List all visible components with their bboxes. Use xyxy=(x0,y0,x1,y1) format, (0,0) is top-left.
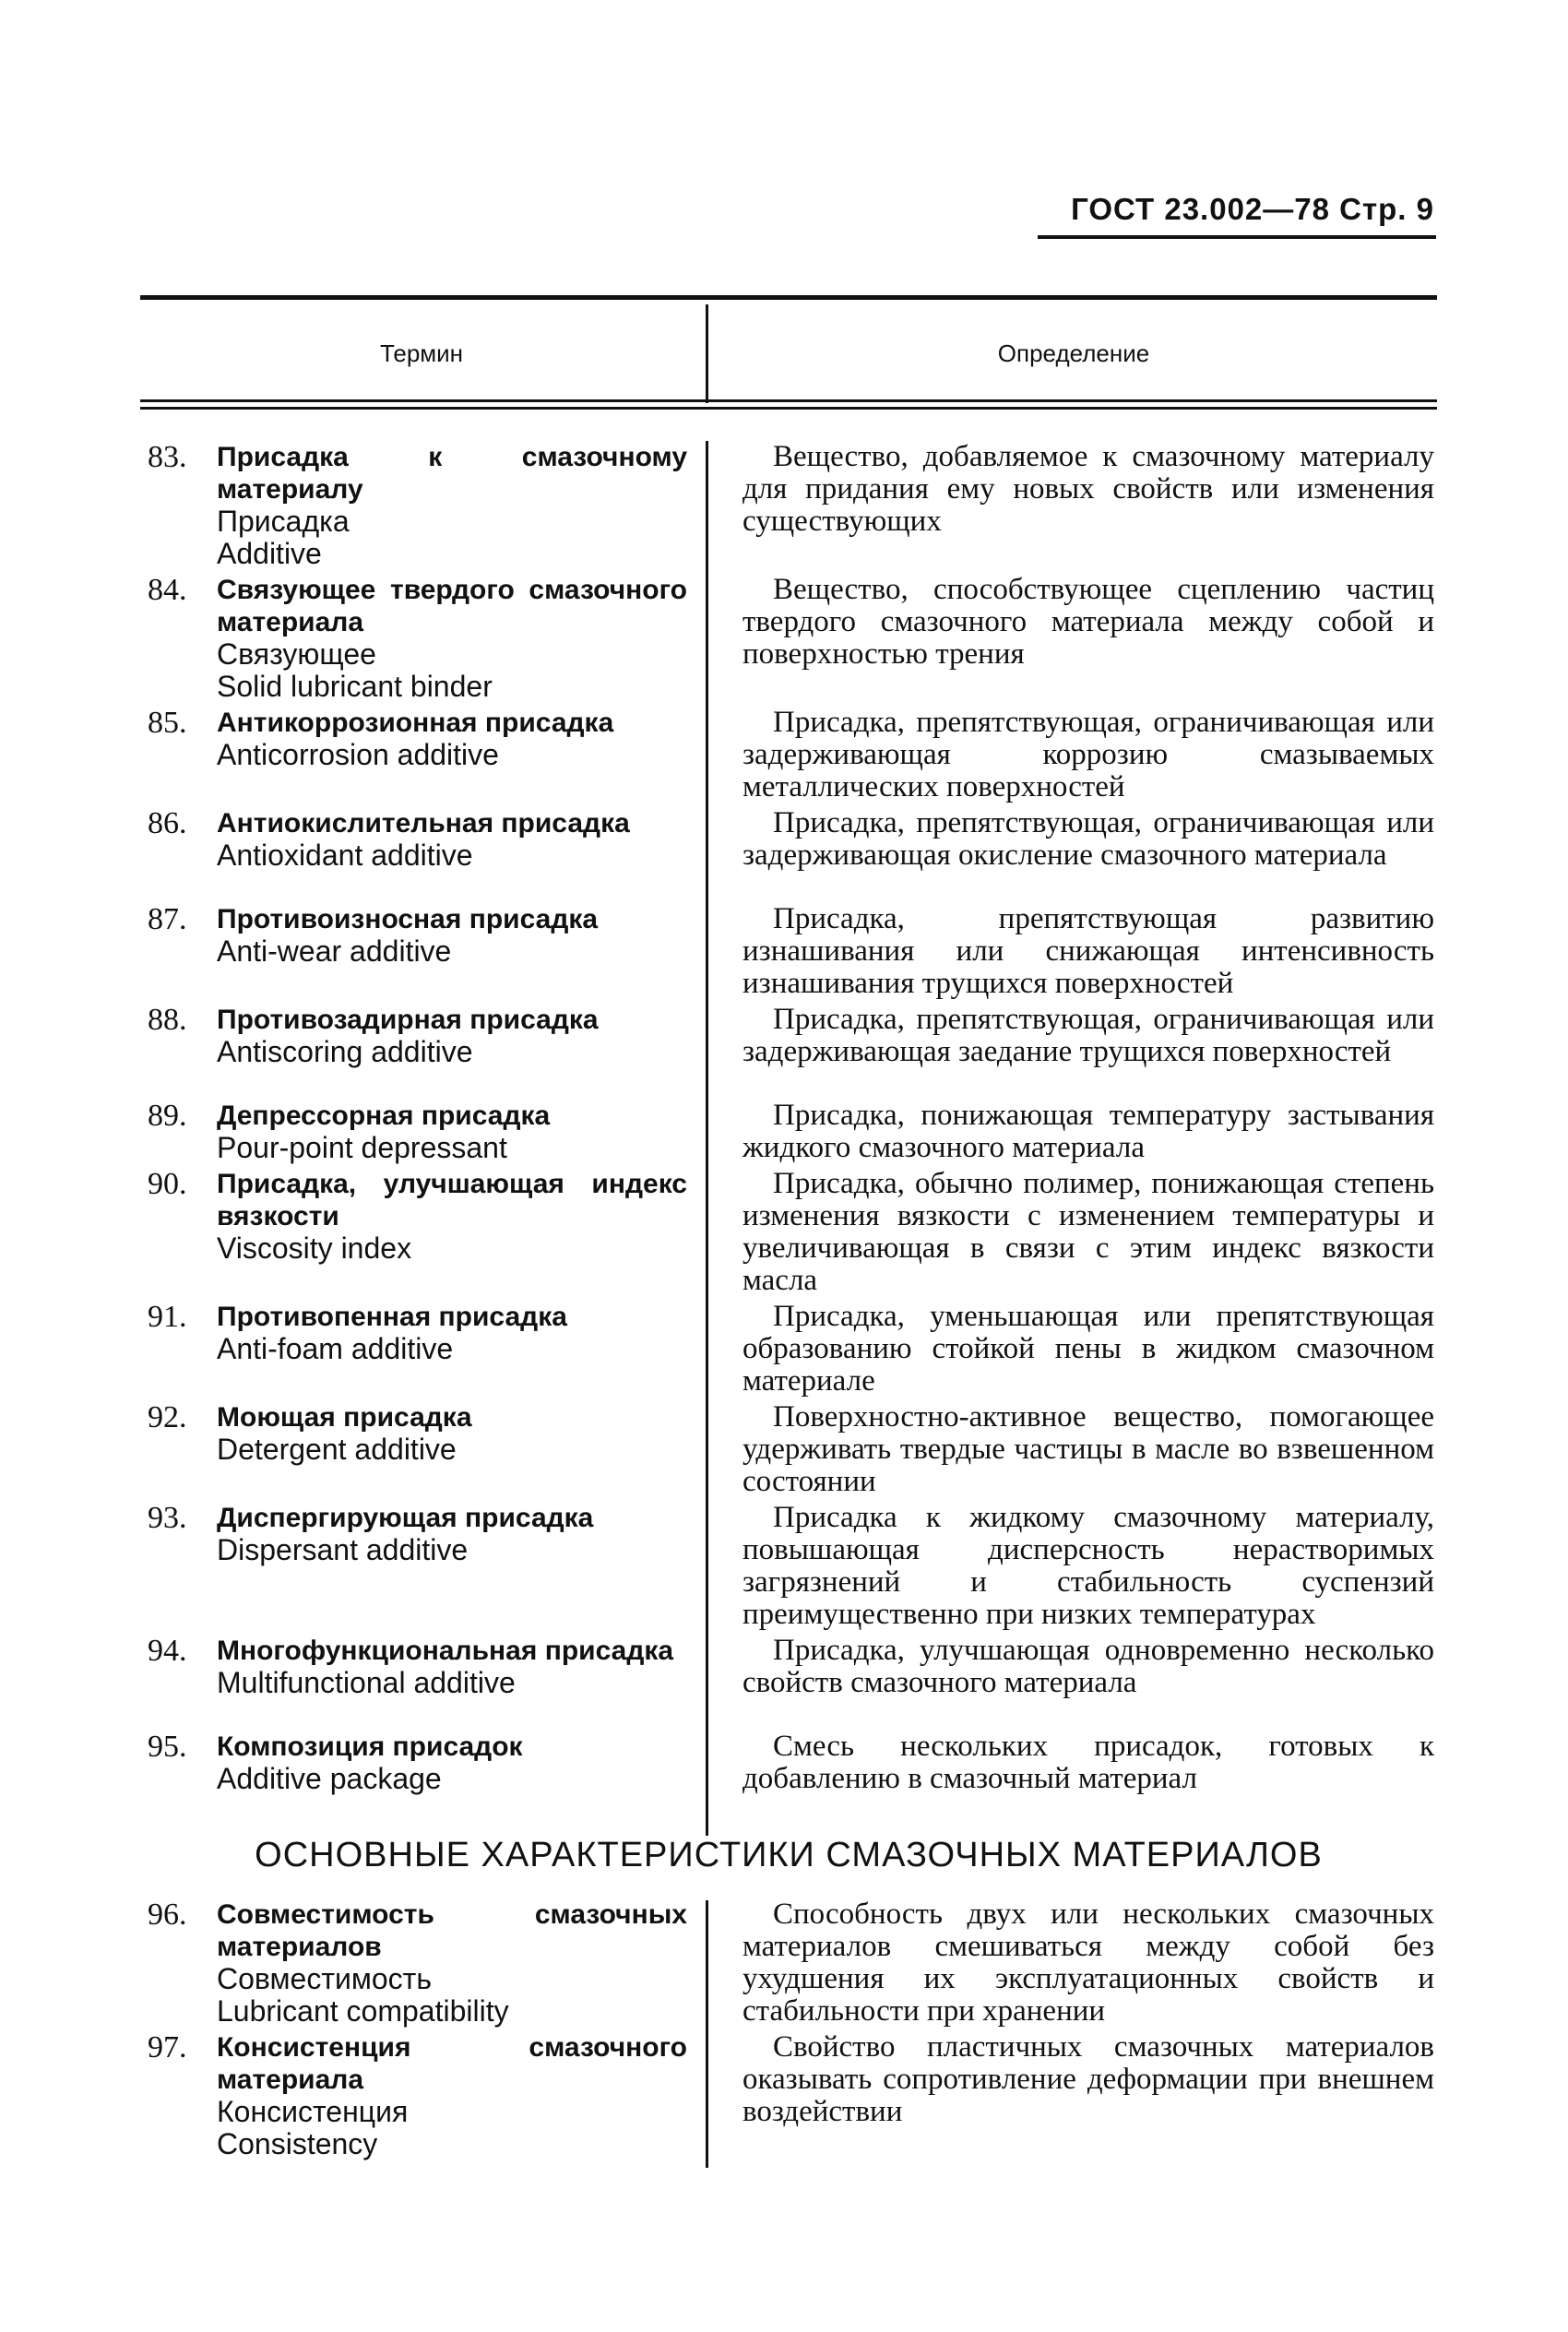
table-row xyxy=(148,1731,1439,1795)
definition-cell: Присадка к жидкому смазочному материалу, повышающая дисперсность нерастворимых загрязнений и стабильность суспензий преимущественно при низких температурах xyxy=(742,1501,1434,1631)
term-english: Solid lubricant binder xyxy=(217,670,493,703)
term-russian: Композиция присадок xyxy=(217,1731,523,1762)
table-top-rule xyxy=(140,295,1437,300)
term-russian: Присадка, улучшающая индекс вязкости xyxy=(217,1169,687,1231)
table-row xyxy=(148,2031,1439,2160)
term-russian: Противопенная присадка xyxy=(217,1302,567,1332)
column-header-term: Термин xyxy=(379,339,464,367)
table-row xyxy=(148,574,1439,703)
term-number: 83. xyxy=(148,440,187,474)
table-header-rule xyxy=(140,399,1437,402)
definition-cell: Смесь нескольких присадок, готовых к добавлению в смазочный материал xyxy=(742,1730,1434,1795)
term-english: Pour-point depressant xyxy=(217,1131,507,1164)
header-rule xyxy=(1038,235,1436,239)
term-cell xyxy=(148,1401,687,1498)
term-russian: Противоизносная присадка xyxy=(217,904,599,934)
term-english: Viscosity index xyxy=(217,1231,412,1265)
table-row xyxy=(148,707,1439,803)
table-row xyxy=(148,1401,1439,1498)
term-number: 92. xyxy=(148,1400,187,1434)
table-row xyxy=(148,1168,1439,1297)
term-english: Dispersant additive xyxy=(217,1533,469,1566)
term-russian: Диспергирующая присадка xyxy=(217,1503,594,1533)
term-english: Anticorrosion additive xyxy=(217,738,499,771)
term-english: Additive xyxy=(217,537,322,570)
term-short-form: Совместимость xyxy=(217,1962,432,1995)
term-cell xyxy=(148,903,687,1000)
definition-cell: Способность двух или нескольких смазочных материалов смешиваться между собой без ухудшения их эксплуатационных свойств и стабильности при хранении xyxy=(742,1898,1434,2028)
definition-cell: Свойство пластичных смазочных материалов оказывать сопротивление деформации при внешнем воздействии xyxy=(742,2030,1434,2128)
term-english: Additive package xyxy=(217,1762,442,1795)
definition-cell: Присадка, препятствующая, ограничивающая или задерживающая заедание трущихся поверхностей xyxy=(742,1003,1434,1068)
term-russian: Присадка к смазочному материалу xyxy=(217,442,687,505)
term-russian: Моющая присадка xyxy=(217,1402,472,1433)
term-english: Lubricant compatibility xyxy=(217,1994,509,2028)
table-row xyxy=(148,1004,1439,1096)
term-cell xyxy=(148,1898,687,2028)
term-number: 89. xyxy=(148,1099,187,1133)
term-english: Antiscoring additive xyxy=(217,1035,473,1068)
term-number: 96. xyxy=(148,1898,187,1932)
term-english: Multifunctional additive xyxy=(217,1666,516,1699)
definition-cell: Поверхностно-активное вещество, помогающее удерживать твердые частицы в масле во взвешенном состоянии xyxy=(742,1400,1434,1498)
term-english: Consistency xyxy=(217,2127,378,2160)
term-number: 88. xyxy=(148,1003,187,1037)
term-table-section-2 xyxy=(148,1898,1439,2164)
term-russian: Многофункциональная присадка xyxy=(217,1636,674,1666)
term-number: 94. xyxy=(148,1634,187,1668)
term-russian: Антиокислительная присадка xyxy=(217,808,630,839)
term-number: 84. xyxy=(148,573,187,607)
column-header-definition: Определение xyxy=(997,339,1150,367)
table-row xyxy=(148,903,1439,1000)
term-cell xyxy=(148,1301,687,1398)
definition-cell: Вещество, добавляемое к смазочному материалу для придания ему новых свойств или изменения существующих xyxy=(742,440,1434,538)
term-cell xyxy=(148,1731,687,1795)
table-row xyxy=(148,1898,1439,2028)
table-header-rule-double xyxy=(140,407,1437,410)
definition-cell: Присадка, понижающая температуру застывания жидкого смазочного материала xyxy=(742,1099,1434,1164)
term-cell xyxy=(148,807,687,899)
table-row xyxy=(148,441,1439,570)
definition-cell: Присадка, улучшающая одновременно несколько свойств смазочного материала xyxy=(742,1634,1434,1699)
table-row xyxy=(148,1502,1439,1631)
term-cell xyxy=(148,1100,687,1164)
table-row xyxy=(148,1100,1439,1164)
term-english: Anti-wear additive xyxy=(217,934,452,968)
term-table xyxy=(148,441,1439,1799)
term-short-form: Связующее xyxy=(217,637,376,671)
column-divider xyxy=(706,304,708,403)
term-short-form: Консистенция xyxy=(217,2095,409,2128)
term-russian: Связующее твердого смазочного материала xyxy=(217,575,687,637)
term-number: 87. xyxy=(148,902,187,936)
term-english: Detergent additive xyxy=(217,1433,457,1466)
term-number: 86. xyxy=(148,806,187,840)
definition-cell: Присадка, препятствующая развитию изнашивания или снижающая интенсивность изнашивания трущихся поверхностей xyxy=(742,902,1434,1000)
page-header: ГОСТ 23.002—78 Стр. 9 xyxy=(1071,192,1434,226)
term-cell xyxy=(148,1502,687,1631)
section-title: ОСНОВНЫЕ ХАРАКТЕРИСТИКИ СМАЗОЧНЫХ МАТЕРИАЛОВ xyxy=(255,1836,1323,1874)
term-russian: Противозадирная присадка xyxy=(217,1005,599,1035)
definition-cell: Присадка, обычно полимер, понижающая степень изменения вязкости с изменением температуры и увеличивающая в связи с этим индекс вязкости масла xyxy=(742,1167,1434,1297)
term-number: 93. xyxy=(148,1501,187,1535)
term-number: 97. xyxy=(148,2030,187,2064)
term-number: 95. xyxy=(148,1730,187,1764)
term-cell xyxy=(148,441,687,570)
term-cell xyxy=(148,1168,687,1297)
term-short-form: Присадка xyxy=(217,505,350,538)
term-english: Anti-foam additive xyxy=(217,1332,454,1365)
definition-cell: Вещество, способствующее сцеплению частиц твердого смазочного материала между собой и поверхностью трения xyxy=(742,573,1434,671)
term-cell xyxy=(148,1635,687,1727)
definition-cell: Присадка, препятствующая, ограничивающая или задерживающая коррозию смазываемых металлических поверхностей xyxy=(742,706,1434,803)
table-row xyxy=(148,807,1439,899)
term-number: 85. xyxy=(148,706,187,740)
term-russian: Депрессорная присадка xyxy=(217,1101,551,1131)
term-russian: Консистенция смазочного материала xyxy=(217,2032,687,2095)
term-russian: Антикоррозионная присадка xyxy=(217,708,614,738)
term-cell xyxy=(148,574,687,703)
definition-cell: Присадка, препятствующая, ограничивающая или задерживающая окисление смазочного материала xyxy=(742,806,1434,872)
term-english: Antioxidant additive xyxy=(217,839,473,872)
definition-cell: Присадка, уменьшающая или препятствующая образованию стойкой пены в жидком смазочном материале xyxy=(742,1300,1434,1398)
term-cell xyxy=(148,1004,687,1096)
term-number: 90. xyxy=(148,1167,187,1201)
table-row xyxy=(148,1301,1439,1398)
term-cell xyxy=(148,2031,687,2160)
term-cell xyxy=(148,707,687,803)
term-number: 91. xyxy=(148,1300,187,1334)
term-russian: Совместимость смазочных материалов xyxy=(217,1899,687,1962)
table-row xyxy=(148,1635,1439,1727)
